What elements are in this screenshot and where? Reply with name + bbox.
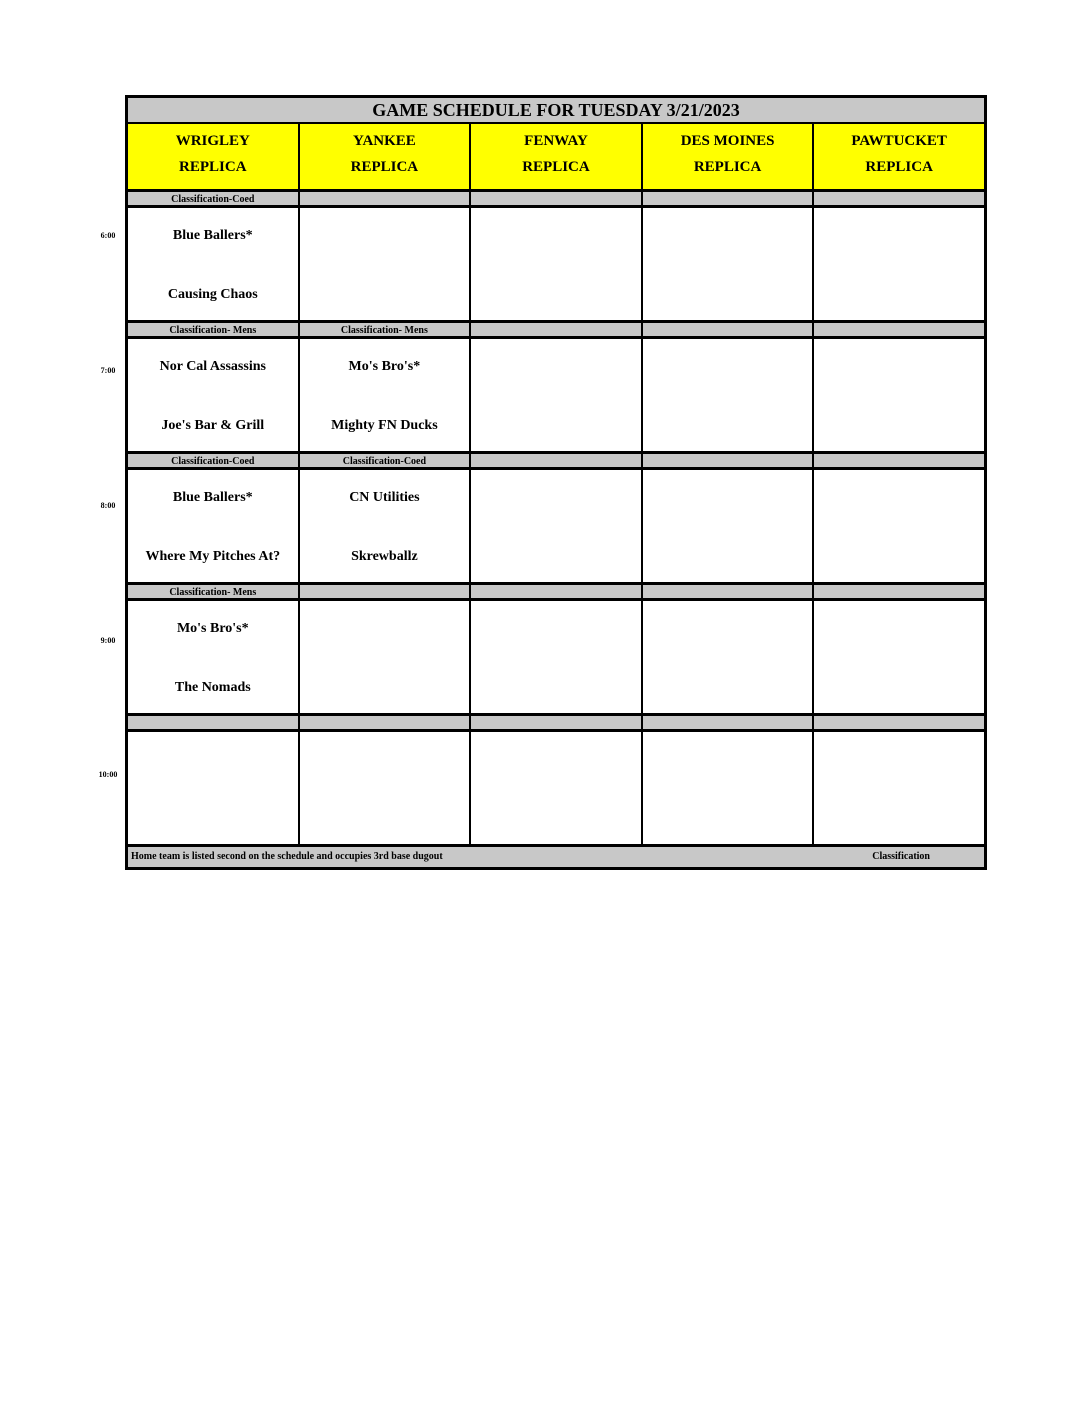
game-cell [643,601,815,716]
classification-cell [300,716,472,732]
classification-cell [471,716,643,732]
schedule-table [125,95,987,870]
field-header-fenway [471,124,643,192]
game-cell [814,470,984,585]
away-team: Nor Cal Assassins [159,359,266,374]
game-cell [814,601,984,716]
field-type: REPLICA [522,159,590,175]
game-cell [471,208,643,323]
classification-cell [814,585,984,601]
classification-cell [814,716,984,732]
game-row [128,208,984,323]
game-cell [128,470,300,585]
home-team-note: Home team is listed second on the schedule and occupies 3rd base dugout [131,851,443,862]
game-row [128,470,984,585]
classification-cell [643,454,815,470]
field-header-row [128,124,984,192]
classification-cell: Classification-Coed [128,192,300,208]
schedule-footer [128,847,984,867]
away-team: Mo's Bro's* [348,359,421,374]
field-type: REPLICA [350,159,419,175]
classification-cell [300,192,472,208]
classification-cell [643,323,815,339]
classification-cell: Classification-Coed [300,454,472,470]
game-cell [471,470,643,585]
field-header-wrigley [128,124,300,192]
time-label: 6:00 [100,231,116,240]
time-label: 8:00 [100,501,116,510]
classification-cell: Classification- Mens [128,585,300,601]
game-cell [643,732,815,847]
classification-cell: Classification-Coed [128,454,300,470]
time-label: 7:00 [100,366,116,375]
field-name: WRIGLEY [175,133,250,149]
classification-cell [643,585,815,601]
time-label: 9:00 [100,636,116,645]
field-header-yankee [300,124,472,192]
home-team: The Nomads [174,680,251,695]
home-team: Where My Pitches At? [145,549,281,564]
classification-cell [814,454,984,470]
away-team: Blue Ballers* [172,228,253,243]
field-name: FENWAY [524,133,588,149]
classification-cell [128,716,300,732]
game-cell [814,208,984,323]
game-cell [300,208,472,323]
game-cell [128,732,300,847]
classification-cell [471,192,643,208]
field-header-pawtucket [814,124,984,192]
field-header-des-moines [643,124,815,192]
game-cell [643,470,815,585]
classification-row [128,192,984,208]
game-cell [471,339,643,454]
classification-row [128,585,984,601]
field-name: PAWTUCKET [851,133,947,149]
classification-cell: Classification- Mens [300,323,472,339]
away-team: Mo's Bro's* [176,621,249,636]
field-name: YANKEE [352,133,416,149]
game-cell [300,732,472,847]
game-cell [643,208,815,323]
game-row [128,339,984,454]
game-cell [814,732,984,847]
game-cell [471,732,643,847]
home-team: Mighty FN Ducks [331,418,438,433]
field-type: REPLICA [693,159,762,175]
game-cell [643,339,815,454]
game-cell [300,601,472,716]
classification-cell [643,716,815,732]
home-team: Joe's Bar & Grill [161,418,265,433]
game-cell [128,339,300,454]
field-type: REPLICA [865,159,933,175]
game-row [128,601,984,716]
game-cell [471,601,643,716]
away-team: Blue Ballers* [172,490,253,505]
classification-cell [814,323,984,339]
classification-note: Classification [872,851,930,862]
game-cell [300,470,472,585]
game-cell [128,208,300,323]
field-name: DES MOINES [680,133,775,149]
classification-row [128,454,984,470]
away-team: CN Utilities [349,490,420,505]
game-cell [128,601,300,716]
field-type: REPLICA [179,159,247,175]
game-row [128,732,984,847]
classification-cell [814,192,984,208]
classification-row [128,716,984,732]
home-team: Skrewballz [351,549,418,564]
schedule-title: GAME SCHEDULE FOR TUESDAY 3/21/2023 [128,98,984,124]
home-team: Causing Chaos [167,287,258,302]
classification-cell: Classification- Mens [128,323,300,339]
time-label: 10:00 [98,770,118,779]
classification-cell [300,585,472,601]
classification-cell [471,585,643,601]
classification-cell [471,454,643,470]
game-cell [300,339,472,454]
classification-cell [471,323,643,339]
classification-row [128,323,984,339]
classification-cell [643,192,815,208]
game-cell [814,339,984,454]
